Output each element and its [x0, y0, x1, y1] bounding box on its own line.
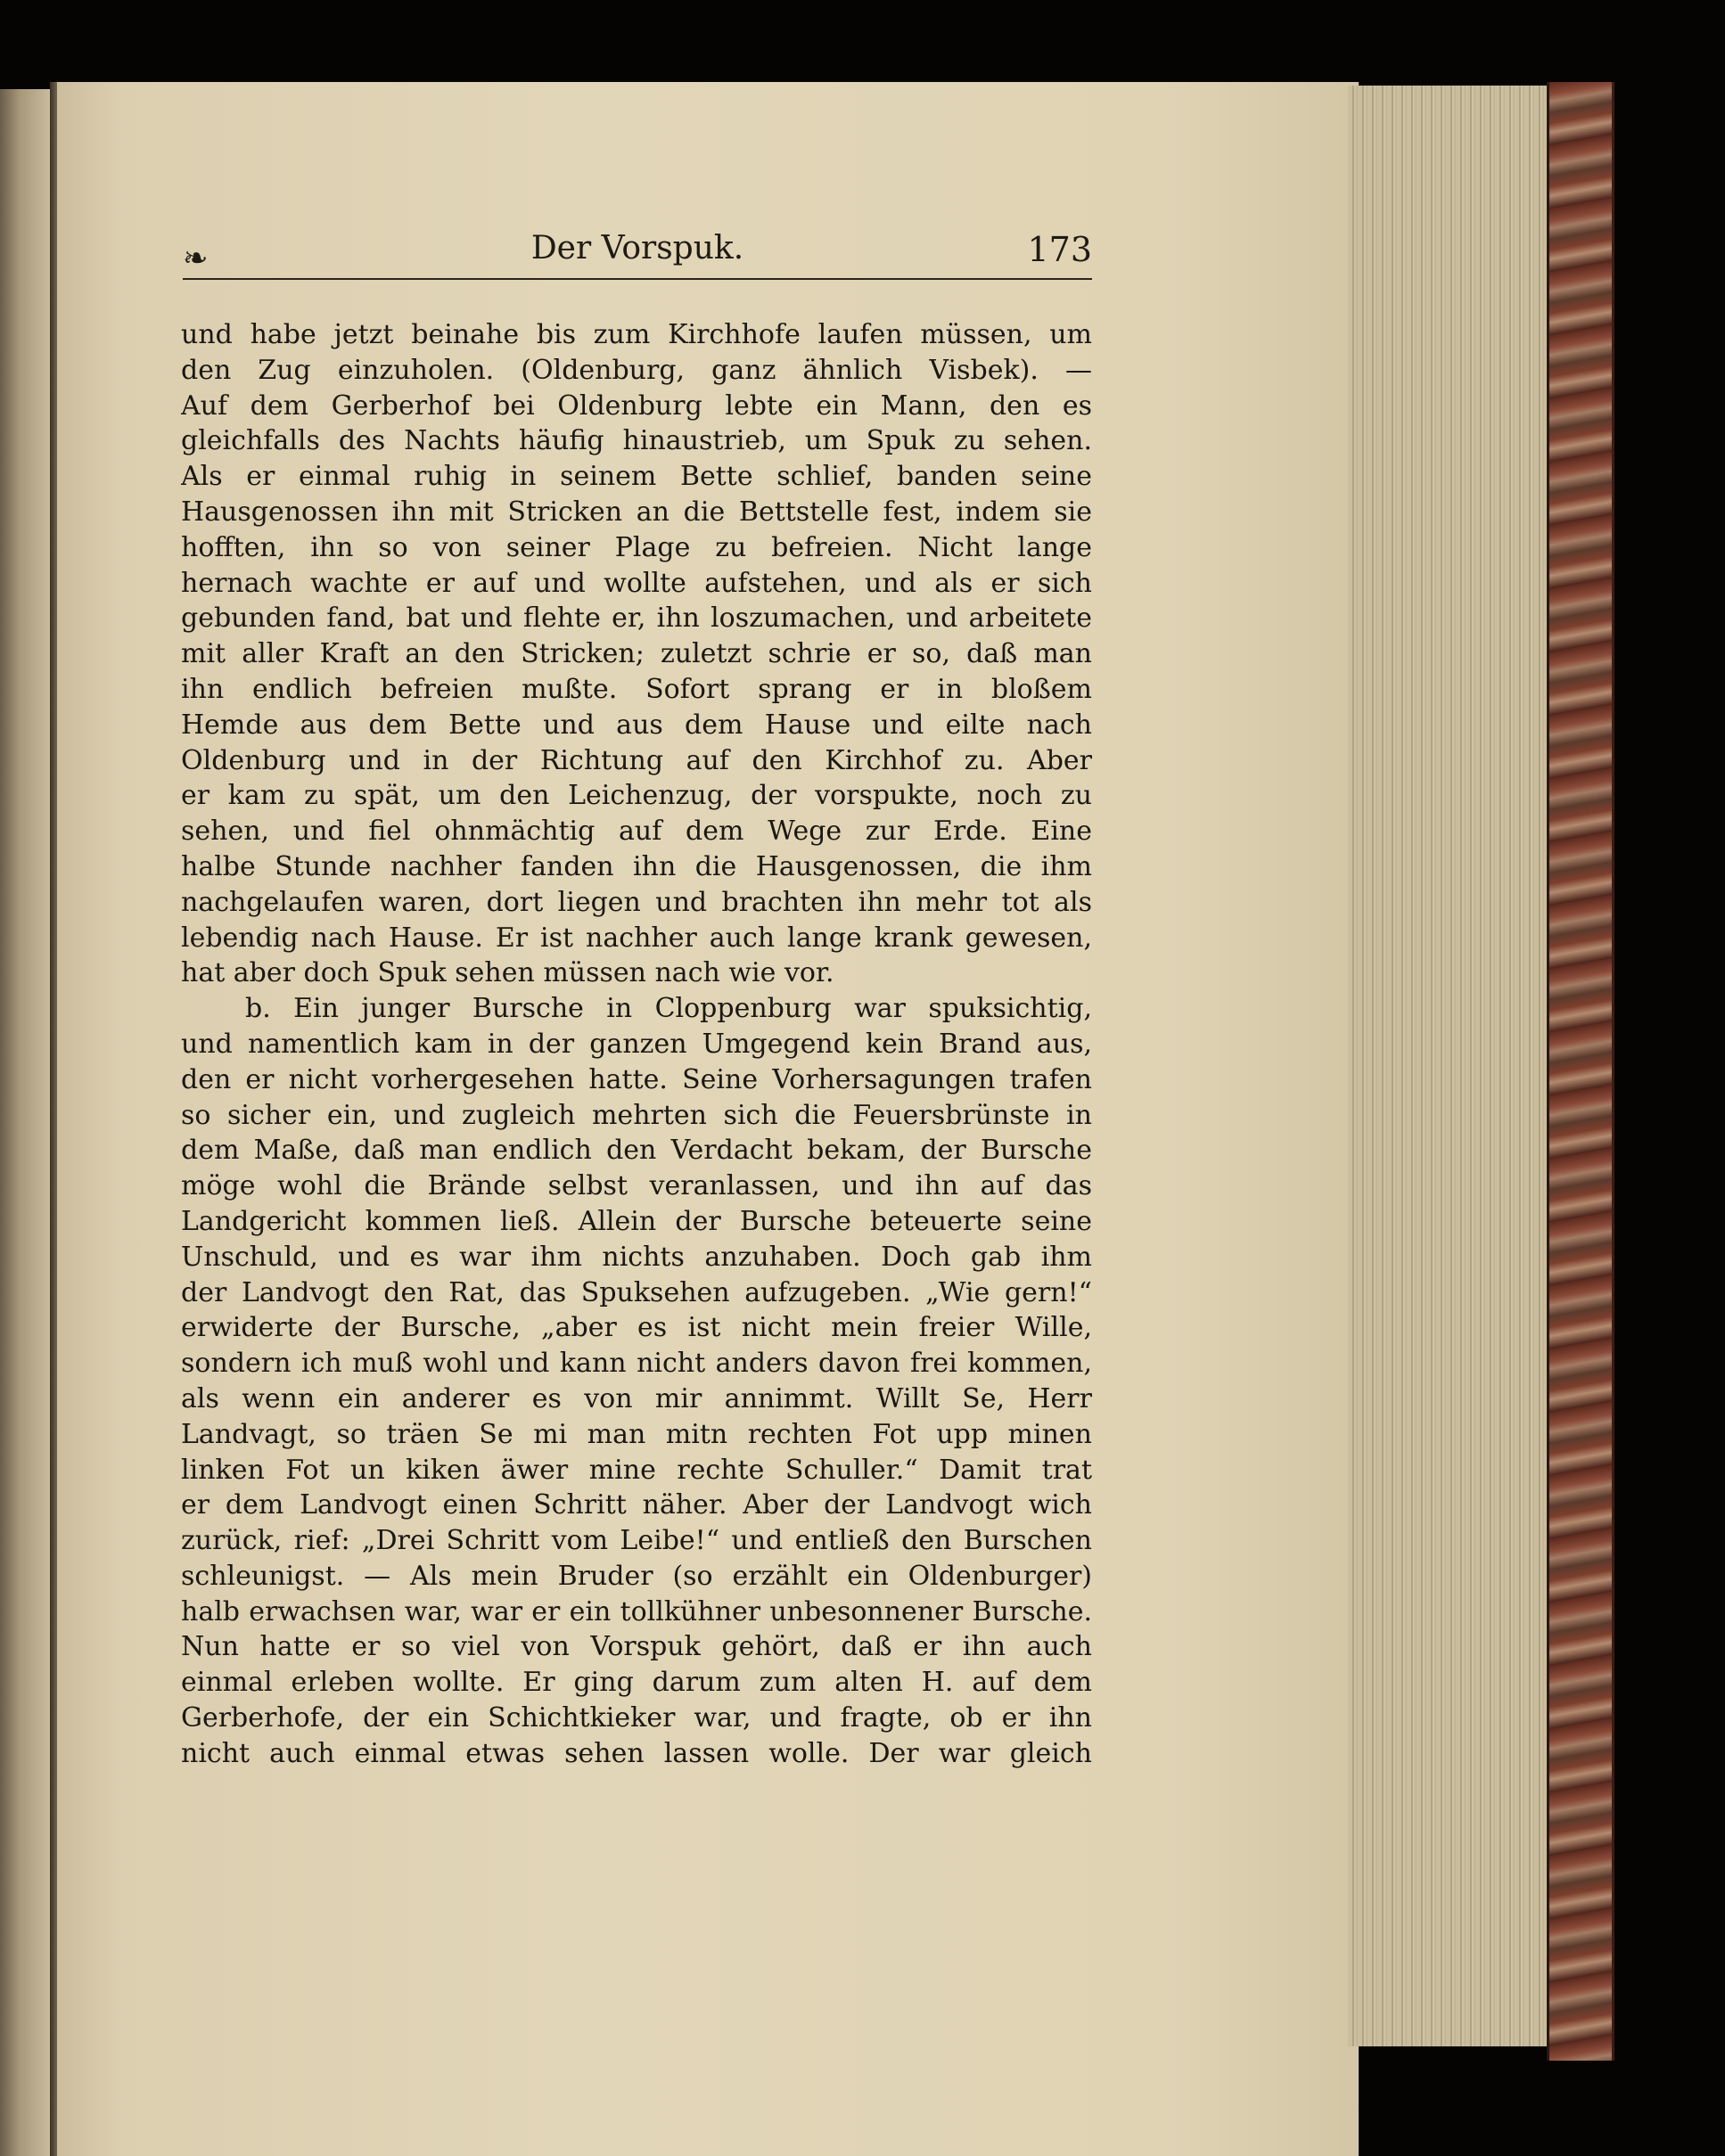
text-line: so sicher ein, und zugleich mehrten sich die Feuersbrünste in: [181, 1099, 1092, 1131]
text-line: dem Maße, daß man endlich den Verdacht bekam, der Bursche: [181, 1135, 1092, 1167]
body-text: [181, 317, 1092, 1772]
text-line: linken Fot un kiken äwer mine rechte Schuller.“ Damit trat: [181, 1454, 1092, 1486]
text-line: hofften, ihn so von seiner Plage zu befreien. Nicht lange: [181, 531, 1092, 563]
text-line: der Landvogt den Rat, das Spuksehen aufzugeben. „Wie gern!“: [181, 1276, 1092, 1308]
text-line: er dem Landvogt einen Schritt näher. Aber der Landvogt wich: [181, 1489, 1092, 1521]
text-line: gleichfalls des Nachts häufig hinaustrieb, um Spuk zu sehen.: [181, 425, 1092, 457]
text-line: und habe jetzt beinahe bis zum Kirchhofe laufen müssen, um: [181, 319, 1092, 350]
text-line: als wenn ein anderer es von mir annimmt. Willt Se, Herr: [181, 1382, 1092, 1414]
text-line: möge wohl die Brände selbst veranlassen, und ihn auf das: [181, 1170, 1092, 1202]
text-line: Oldenburg und in der Richtung auf den Kirchhof zu. Aber: [181, 744, 1092, 776]
text-line: mit aller Kraft an den Stricken; zuletzt schrie er so, daß man: [181, 638, 1092, 670]
text-line: nachgelaufen waren, dort liegen und brachten ihn mehr tot als: [181, 886, 1092, 918]
header-rule: [183, 278, 1092, 280]
text-line: einmal erleben wollte. Er ging darum zum alten H. auf dem: [181, 1667, 1092, 1699]
page-header: [183, 226, 1092, 280]
text-line: Nun hatte er so viel von Vorspuk gehört, daß er ihn auch: [181, 1631, 1092, 1663]
running-title: Der Vorspuk.: [530, 230, 744, 266]
text-line: Gerberhofe, der ein Schichtkieker war, und fragte, ob er ihn: [181, 1702, 1092, 1734]
text-line: sehen, und fiel ohnmächtig auf dem Wege zur Erde. Eine: [181, 816, 1092, 848]
text-line: Als er einmal ruhig in seinem Bette schlief, banden seine: [181, 461, 1092, 493]
text-line: lebendig nach Hause. Er ist nachher auch lange krank gewesen,: [181, 922, 1092, 954]
text-line: schleunigst. — Als mein Bruder (so erzählt ein Oldenburger): [181, 1560, 1092, 1592]
text-line: er kam zu spät, um den Leichenzug, der vorspukte, noch zu: [181, 780, 1092, 812]
text-line: erwiderte der Bursche, „aber es ist nicht mein freier Wille,: [181, 1312, 1092, 1344]
paragraph-start-line: b. Ein junger Bursche in Cloppenburg war spuksichtig,: [245, 993, 1092, 1025]
text-line: sondern ich muß wohl und kann nicht anders davon frei kommen,: [181, 1348, 1092, 1380]
text-line: ihn endlich befreien mußte. Sofort sprang er in bloßem: [181, 673, 1092, 705]
text-line: den er nicht vorhergesehen hatte. Seine Vorhersagungen trafen: [181, 1063, 1092, 1095]
text-line: halb erwachsen war, war er ein tollkühner unbesonnener Bursche.: [181, 1595, 1092, 1627]
text-line: Hausgenossen ihn mit Stricken an die Bettstelle fest, indem sie: [181, 496, 1092, 528]
text-line: und namentlich kam in der ganzen Umgegend kein Brand aus,: [181, 1028, 1092, 1060]
text-line: Hemde aus dem Bette und aus dem Hause und eilte nach: [181, 709, 1092, 741]
text-line: nicht auch einmal etwas sehen lassen wolle. Der war gleich: [181, 1737, 1092, 1769]
marbled-book-edge: [1547, 82, 1614, 2061]
text-line: Landvagt, so träen Se mi man mitn rechten Fot upp minen: [181, 1418, 1092, 1450]
text-line: Unschuld, und es war ihm nichts anzuhaben. Doch gab ihm: [181, 1241, 1092, 1273]
text-line: halbe Stunde nachher fanden ihn die Hausgenossen, die ihm: [181, 850, 1092, 882]
text-line: Landgericht kommen ließ. Allein der Bursche beteuerte seine: [181, 1205, 1092, 1237]
text-line: Auf dem Gerberhof bei Oldenburg lebte ein Mann, den es: [181, 389, 1092, 422]
paragraph-end-line: hat aber doch Spuk sehen müssen nach wie vor.: [181, 957, 834, 989]
previous-page-edge: [0, 89, 55, 2156]
text-line: hernach wachte er auf und wollte aufstehen, und als er sich: [181, 567, 1092, 599]
text-line: den Zug einzuholen. (Oldenburg, ganz ähnlich Visbek). —: [181, 354, 1092, 386]
text-line: gebunden fand, bat und flehte er, ihn loszumachen, und arbeitete: [181, 603, 1092, 635]
ornament-icon: ❧: [183, 241, 209, 276]
text-line: zurück, rief: „Drei Schritt vom Leibe!“ und entließ den Burschen: [181, 1525, 1092, 1557]
page-block-edges: [1348, 86, 1553, 2046]
page-number: 173: [1027, 230, 1092, 269]
